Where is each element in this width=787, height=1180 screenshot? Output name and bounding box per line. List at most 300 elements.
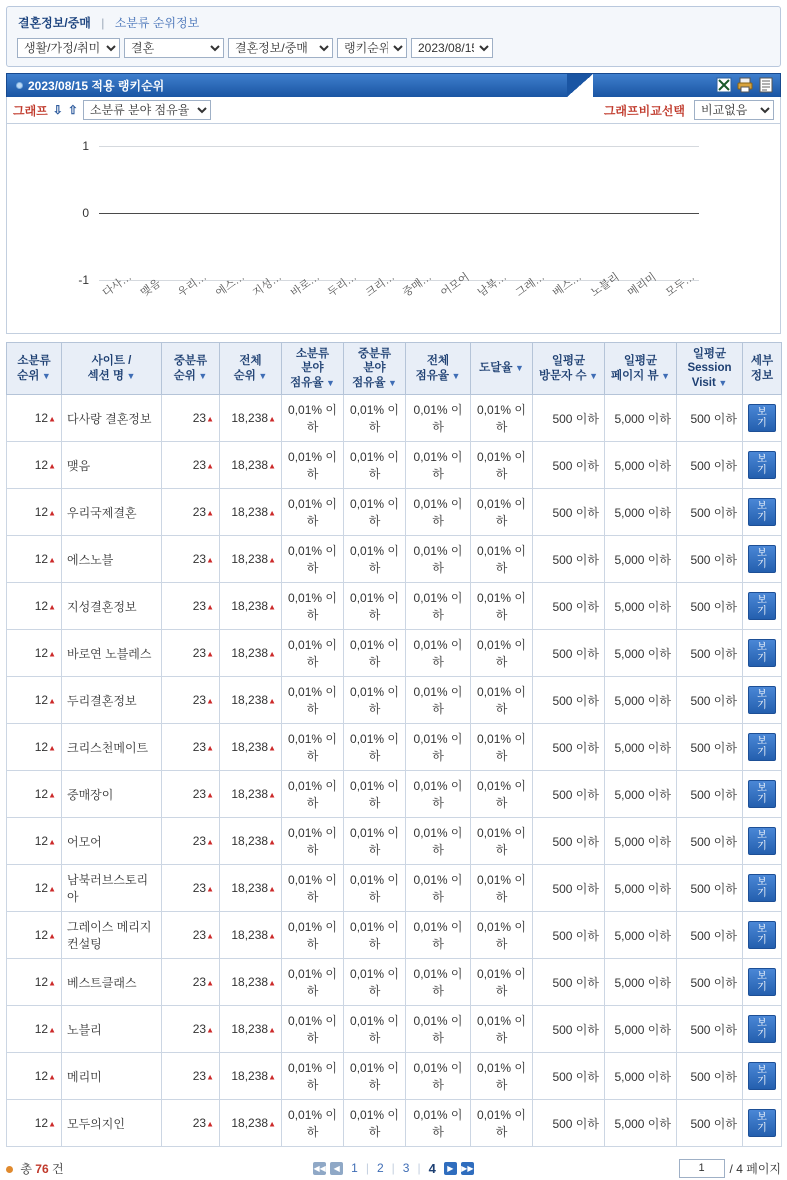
arrow-down-icon[interactable]: ⇩ xyxy=(52,103,63,117)
cell-small-rank: 12▲ xyxy=(7,536,62,583)
rank-type-select[interactable] xyxy=(337,38,407,58)
cell-mid-rank: 23▲ xyxy=(162,630,220,677)
cell-mid-rank: 23▲ xyxy=(162,1053,220,1100)
cell-reach: 0,01% 이하 xyxy=(471,1053,533,1100)
cell-mid-rank: 23▲ xyxy=(162,395,220,442)
rank-up-icon: ▲ xyxy=(268,602,276,612)
gridline-zero xyxy=(99,213,699,214)
table-header-label: Session xyxy=(687,362,732,375)
view-detail-button[interactable]: 보기 xyxy=(748,686,776,714)
cell-detail xyxy=(743,630,782,677)
bullet-orange-icon xyxy=(6,1166,13,1173)
chart-x-label: 남북… xyxy=(475,270,510,300)
rank-up-icon: ▲ xyxy=(206,837,214,847)
cell-pageviews: 5,000 이하 xyxy=(605,489,677,536)
table-header-label: 페이지 뷰 ▼ xyxy=(610,369,671,382)
view-detail-button[interactable]: 보기 xyxy=(748,780,776,808)
cell-mid-rank: 23▲ xyxy=(162,442,220,489)
arrow-up-icon[interactable]: ⇧ xyxy=(67,103,78,117)
table-header-cell[interactable] xyxy=(406,343,471,395)
rank-up-icon: ▲ xyxy=(206,1119,214,1129)
cell-reach: 0,01% 이하 xyxy=(471,1006,533,1053)
rank-up-icon: ▲ xyxy=(48,555,56,565)
view-detail-button[interactable]: 보기 xyxy=(748,827,776,855)
category-large-select[interactable] xyxy=(17,38,120,58)
rank-up-icon: ▲ xyxy=(48,1025,56,1035)
cell-mid-rank: 23▲ xyxy=(162,536,220,583)
cell-small-rank: 12▲ xyxy=(7,912,62,959)
cell-mid-share: 0,01% 이하 xyxy=(344,1100,406,1147)
cell-small-share: 0,01% 이하 xyxy=(282,912,344,959)
table-header-label: 방문자 수 ▼ xyxy=(538,369,599,382)
cell-small-share: 0,01% 이하 xyxy=(282,1100,344,1147)
table-header-cell[interactable] xyxy=(282,343,344,395)
sort-arrow-icon[interactable]: ▼ xyxy=(255,370,268,381)
table-header-cell[interactable] xyxy=(605,343,677,395)
cell-total-share: 0,01% 이하 xyxy=(406,1100,471,1147)
sort-arrow-icon[interactable]: ▼ xyxy=(39,370,51,381)
rank-up-icon: ▲ xyxy=(206,602,214,612)
rank-up-icon: ▲ xyxy=(48,414,56,424)
chart-x-label: 중매… xyxy=(400,270,435,300)
chart-x-label: 메리미 xyxy=(625,271,659,300)
cell-total-share: 0,01% 이하 xyxy=(406,1006,471,1053)
cell-visitors: 500 이하 xyxy=(533,677,605,724)
cell-small-share: 0,01% 이하 xyxy=(282,489,344,536)
cell-visitors: 500 이하 xyxy=(533,583,605,630)
graph-compare-select[interactable] xyxy=(694,100,774,120)
cell-sessions: 500 이하 xyxy=(677,724,743,771)
rank-up-icon: ▲ xyxy=(48,931,56,941)
rank-up-icon: ▲ xyxy=(48,743,56,753)
rank-up-icon: ▲ xyxy=(268,837,276,847)
cell-reach: 0,01% 이하 xyxy=(471,442,533,489)
table-header-label: 분야 xyxy=(301,362,324,375)
table-header-label: 전체 xyxy=(426,355,450,368)
page-separator: | xyxy=(365,1161,369,1176)
view-detail-button[interactable]: 보기 xyxy=(748,1015,776,1043)
table-header-label: 일평균 xyxy=(623,355,658,368)
cell-total-rank: 18,238▲ xyxy=(220,536,282,583)
cell-detail xyxy=(743,724,782,771)
panel-title-bar xyxy=(6,73,781,97)
page-1-button[interactable]: 1 xyxy=(351,1161,358,1176)
cell-pageviews: 5,000 이하 xyxy=(605,912,677,959)
cell-site-name: 메리미 xyxy=(62,1053,162,1100)
cell-site-name: 모두의지인 xyxy=(62,1100,162,1147)
cell-total-rank: 18,238▲ xyxy=(220,818,282,865)
cell-pageviews: 5,000 이하 xyxy=(605,724,677,771)
category-small-select[interactable] xyxy=(228,38,333,58)
table-header-cell[interactable] xyxy=(162,343,220,395)
page-separator: | xyxy=(417,1161,421,1176)
rank-up-icon: ▲ xyxy=(268,649,276,659)
corner-fold-decoration xyxy=(567,74,593,97)
sort-arrow-icon[interactable]: ▼ xyxy=(195,370,208,381)
rank-up-icon: ▲ xyxy=(268,1025,276,1035)
cell-detail xyxy=(743,1006,782,1053)
rank-up-icon: ▲ xyxy=(268,1119,276,1129)
last-page-button[interactable]: ▶▶ xyxy=(461,1163,474,1173)
chart-x-label: 베스… xyxy=(550,270,585,300)
cell-mid-share: 0,01% 이하 xyxy=(344,677,406,724)
view-detail-button[interactable]: 보기 xyxy=(748,1062,776,1090)
cell-total-rank: 18,238▲ xyxy=(220,724,282,771)
view-detail-button[interactable]: 보기 xyxy=(748,921,776,949)
cell-mid-share: 0,01% 이하 xyxy=(344,395,406,442)
view-detail-button[interactable]: 보기 xyxy=(748,592,776,620)
cell-reach: 0,01% 이하 xyxy=(471,771,533,818)
rank-up-icon: ▲ xyxy=(48,696,56,706)
table-header-label: 정보 xyxy=(750,369,774,382)
cell-total-share: 0,01% 이하 xyxy=(406,912,471,959)
total-count: 76 xyxy=(35,1161,49,1176)
cell-mid-rank: 23▲ xyxy=(162,724,220,771)
cell-visitors: 500 이하 xyxy=(533,1006,605,1053)
table-header-label: 소분류 xyxy=(295,348,330,360)
table-body xyxy=(7,395,782,1147)
cell-small-rank: 12▲ xyxy=(7,818,62,865)
table-header-cell xyxy=(743,343,782,395)
cell-sessions: 500 이하 xyxy=(677,1053,743,1100)
table-header-label: 점유율 ▼ xyxy=(352,376,397,389)
view-detail-button[interactable]: 보기 xyxy=(748,733,776,761)
filter-panel xyxy=(6,6,781,67)
sort-arrow-icon[interactable]: ▼ xyxy=(124,370,136,381)
table-header-label: 도달율 ▼ xyxy=(479,362,524,375)
cell-site-name: 남북러브스토리아 xyxy=(62,865,162,912)
cell-detail xyxy=(743,959,782,1006)
chart-x-label: 지성… xyxy=(250,270,285,300)
sort-arrow-icon[interactable]: ▼ xyxy=(448,370,461,381)
cell-sessions: 500 이하 xyxy=(677,489,743,536)
cell-mid-share: 0,01% 이하 xyxy=(344,724,406,771)
cell-reach: 0,01% 이하 xyxy=(471,583,533,630)
view-detail-button[interactable]: 보기 xyxy=(748,1109,776,1137)
rank-up-icon: ▲ xyxy=(48,461,56,471)
cell-total-rank: 18,238▲ xyxy=(220,630,282,677)
rank-up-icon: ▲ xyxy=(206,1025,214,1035)
cell-mid-share: 0,01% 이하 xyxy=(344,536,406,583)
sort-arrow-icon[interactable]: ▼ xyxy=(586,370,599,381)
cell-small-rank: 12▲ xyxy=(7,1053,62,1100)
rank-up-icon: ▲ xyxy=(48,978,56,988)
view-detail-button[interactable]: 보기 xyxy=(748,545,776,573)
cell-mid-share: 0,01% 이하 xyxy=(344,818,406,865)
cell-small-share: 0,01% 이하 xyxy=(282,959,344,1006)
cell-visitors: 500 이하 xyxy=(533,818,605,865)
cell-detail xyxy=(743,489,782,536)
cell-sessions: 500 이하 xyxy=(677,630,743,677)
bullet-icon xyxy=(16,82,23,89)
cell-small-share: 0,01% 이하 xyxy=(282,1006,344,1053)
breadcrumb-separator: | xyxy=(101,16,105,30)
cell-small-rank: 12▲ xyxy=(7,395,62,442)
cell-site-name: 두리결혼정보 xyxy=(62,677,162,724)
rank-up-icon: ▲ xyxy=(206,696,214,706)
view-detail-button[interactable]: 보기 xyxy=(748,498,776,526)
print-icon[interactable] xyxy=(737,77,753,93)
cell-small-rank: 12▲ xyxy=(7,583,62,630)
sort-arrow-icon[interactable]: ▼ xyxy=(715,377,728,388)
cell-detail xyxy=(743,442,782,489)
cell-sessions: 500 이하 xyxy=(677,1006,743,1053)
rank-up-icon: ▲ xyxy=(48,1119,56,1129)
cell-site-name: 맺음 xyxy=(62,442,162,489)
table-row xyxy=(7,536,782,583)
list-icon[interactable] xyxy=(758,77,774,93)
chart-x-label: 맺음 xyxy=(138,277,163,300)
cell-site-name: 바로연 노블레스 xyxy=(62,630,162,677)
date-select[interactable] xyxy=(411,38,493,58)
cell-sessions: 500 이하 xyxy=(677,442,743,489)
cell-total-rank: 18,238▲ xyxy=(220,959,282,1006)
gridline-top xyxy=(99,146,699,147)
cell-total-share: 0,01% 이하 xyxy=(406,489,471,536)
prev-page-button[interactable]: ◀ xyxy=(330,1162,343,1175)
cell-pageviews: 5,000 이하 xyxy=(605,442,677,489)
view-detail-button[interactable]: 보기 xyxy=(748,968,776,996)
cell-small-share: 0,01% 이하 xyxy=(282,442,344,489)
cell-visitors: 500 이하 xyxy=(533,442,605,489)
table-header-label: 일평균 xyxy=(692,348,727,360)
cell-total-rank: 18,238▲ xyxy=(220,912,282,959)
cell-mid-rank: 23▲ xyxy=(162,1006,220,1053)
table-header-row xyxy=(7,343,782,395)
cell-detail xyxy=(743,1053,782,1100)
cell-mid-rank: 23▲ xyxy=(162,771,220,818)
chart-x-label: 에스… xyxy=(213,270,247,300)
cell-total-rank: 18,238▲ xyxy=(220,395,282,442)
chart-x-label: 다사… xyxy=(100,270,135,300)
chart-x-label: 바로… xyxy=(288,270,322,300)
table-row xyxy=(7,912,782,959)
chart-x-label: 모두… xyxy=(663,270,697,300)
table-header-label: 순위 ▼ xyxy=(17,369,51,382)
cell-detail xyxy=(743,1100,782,1147)
rank-up-icon: ▲ xyxy=(268,1072,276,1082)
table-header-label: 점유율 ▼ xyxy=(415,369,461,382)
rank-up-icon: ▲ xyxy=(268,978,276,988)
rank-up-icon: ▲ xyxy=(48,1072,56,1082)
cell-total-share: 0,01% 이하 xyxy=(406,583,471,630)
cell-small-share: 0,01% 이하 xyxy=(282,536,344,583)
view-detail-button[interactable]: 보기 xyxy=(748,639,776,667)
cell-mid-rank: 23▲ xyxy=(162,818,220,865)
cell-sessions: 500 이하 xyxy=(677,395,743,442)
table-row xyxy=(7,630,782,677)
table-header-cell[interactable] xyxy=(533,343,605,395)
rank-up-icon: ▲ xyxy=(268,414,276,424)
cell-reach: 0,01% 이하 xyxy=(471,536,533,583)
cell-small-share: 0,01% 이하 xyxy=(282,630,344,677)
page-number-input[interactable] xyxy=(679,1159,725,1178)
graph-toolbar xyxy=(6,97,781,124)
table-header-label: Visit ▼ xyxy=(691,376,728,389)
cell-site-name: 에스노블 xyxy=(62,536,162,583)
cell-mid-share: 0,01% 이하 xyxy=(344,1053,406,1100)
filter-select-row xyxy=(15,38,772,58)
view-detail-button[interactable]: 보기 xyxy=(748,404,776,432)
rank-up-icon: ▲ xyxy=(48,508,56,518)
breadcrumb-current: 결혼정보/중매 xyxy=(18,16,91,30)
cell-small-share: 0,01% 이하 xyxy=(282,865,344,912)
cell-pageviews: 5,000 이하 xyxy=(605,630,677,677)
cell-pageviews: 5,000 이하 xyxy=(605,959,677,1006)
cell-reach: 0,01% 이하 xyxy=(471,630,533,677)
cell-small-rank: 12▲ xyxy=(7,771,62,818)
table-header-label: 중분류 xyxy=(357,348,392,360)
y-tick-1: 1 xyxy=(82,139,89,153)
excel-icon[interactable] xyxy=(716,77,732,93)
cell-total-rank: 18,238▲ xyxy=(220,583,282,630)
cell-site-name: 우리국제결혼 xyxy=(62,489,162,536)
rank-up-icon: ▲ xyxy=(48,602,56,612)
table-header-label: 순위 ▼ xyxy=(173,369,208,382)
view-detail-button[interactable]: 보기 xyxy=(748,874,776,902)
cell-pageviews: 5,000 이하 xyxy=(605,771,677,818)
category-mid-select[interactable] xyxy=(124,38,224,58)
cell-total-share: 0,01% 이하 xyxy=(406,395,471,442)
cell-total-share: 0,01% 이하 xyxy=(406,677,471,724)
cell-pageviews: 5,000 이하 xyxy=(605,583,677,630)
cell-detail xyxy=(743,536,782,583)
cell-total-share: 0,01% 이하 xyxy=(406,442,471,489)
rank-up-icon: ▲ xyxy=(48,790,56,800)
page-3-button[interactable]: 3 xyxy=(402,1161,410,1176)
cell-visitors: 500 이하 xyxy=(533,395,605,442)
cell-sessions: 500 이하 xyxy=(677,818,743,865)
chart-x-label: 우리… xyxy=(175,270,210,300)
cell-visitors: 500 이하 xyxy=(533,1100,605,1147)
cell-sessions: 500 이하 xyxy=(677,865,743,912)
cell-small-share: 0,01% 이하 xyxy=(282,771,344,818)
cell-visitors: 500 이하 xyxy=(533,1053,605,1100)
table-header-cell[interactable] xyxy=(471,343,533,395)
table-header-cell[interactable] xyxy=(677,343,743,395)
chart-x-label: 어모어 xyxy=(438,271,472,300)
table-header-label: 중분류 xyxy=(173,355,208,368)
cell-reach: 0,01% 이하 xyxy=(471,489,533,536)
page-4-button[interactable]: 4 xyxy=(428,1160,436,1176)
chart-plot-area xyxy=(99,146,699,281)
table-header-cell[interactable] xyxy=(62,343,162,395)
cell-mid-share: 0,01% 이하 xyxy=(344,771,406,818)
first-page-button[interactable]: ◀◀ xyxy=(313,1163,326,1173)
table-header-label: 세부 xyxy=(750,355,774,368)
cell-sessions: 500 이하 xyxy=(677,771,743,818)
cell-mid-rank: 23▲ xyxy=(162,583,220,630)
cell-mid-share: 0,01% 이하 xyxy=(344,442,406,489)
cell-visitors: 500 이하 xyxy=(533,724,605,771)
cell-total-rank: 18,238▲ xyxy=(220,1100,282,1147)
table-row xyxy=(7,1053,782,1100)
sort-arrow-icon[interactable]: ▼ xyxy=(658,370,671,381)
rank-up-icon: ▲ xyxy=(268,461,276,471)
table-row xyxy=(7,865,782,912)
chart-x-label: 크리… xyxy=(363,270,397,300)
rank-up-icon: ▲ xyxy=(206,414,214,424)
cell-site-name: 중매장이 xyxy=(62,771,162,818)
rank-up-icon: ▲ xyxy=(206,1072,214,1082)
table-row xyxy=(7,771,782,818)
cell-small-share: 0,01% 이하 xyxy=(282,395,344,442)
rank-up-icon: ▲ xyxy=(268,884,276,894)
cell-mid-rank: 23▲ xyxy=(162,677,220,724)
rank-up-icon: ▲ xyxy=(206,931,214,941)
cell-small-share: 0,01% 이하 xyxy=(282,1053,344,1100)
rank-up-icon: ▲ xyxy=(206,790,214,800)
chart-x-label: 두리… xyxy=(325,270,360,300)
cell-site-name: 베스트클래스 xyxy=(62,959,162,1006)
cell-total-rank: 18,238▲ xyxy=(220,677,282,724)
cell-small-share: 0,01% 이하 xyxy=(282,818,344,865)
table-header-label: 점유율 ▼ xyxy=(290,376,335,389)
cell-small-share: 0,01% 이하 xyxy=(282,724,344,771)
cell-small-share: 0,01% 이하 xyxy=(282,583,344,630)
sort-arrow-icon[interactable]: ▼ xyxy=(512,363,524,374)
cell-small-rank: 12▲ xyxy=(7,959,62,1006)
table-header-cell[interactable] xyxy=(7,343,62,395)
table-header-cell[interactable] xyxy=(220,343,282,395)
cell-total-rank: 18,238▲ xyxy=(220,865,282,912)
table-header-label: 소분류 xyxy=(17,355,51,368)
view-detail-button[interactable]: 보기 xyxy=(748,451,776,479)
cell-detail xyxy=(743,912,782,959)
rank-table xyxy=(6,342,782,1147)
pagination xyxy=(264,1161,524,1176)
table-row xyxy=(7,395,782,442)
page-2-button[interactable]: 2 xyxy=(376,1161,384,1176)
cell-sessions: 500 이하 xyxy=(677,959,743,1006)
rank-up-icon: ▲ xyxy=(268,508,276,518)
rank-up-icon: ▲ xyxy=(206,461,214,471)
cell-sessions: 500 이하 xyxy=(677,1100,743,1147)
total-count-label xyxy=(6,1160,64,1177)
table-header-label: 섹션 명 ▼ xyxy=(87,369,136,382)
cell-total-rank: 18,238▲ xyxy=(220,442,282,489)
cell-reach: 0,01% 이하 xyxy=(471,818,533,865)
cell-pageviews: 5,000 이하 xyxy=(605,1100,677,1147)
page-separator: | xyxy=(391,1161,395,1176)
cell-pageviews: 5,000 이하 xyxy=(605,395,677,442)
cell-sessions: 500 이하 xyxy=(677,912,743,959)
cell-visitors: 500 이하 xyxy=(533,912,605,959)
sort-arrow-icon[interactable]: ▼ xyxy=(323,377,335,388)
cell-total-rank: 18,238▲ xyxy=(220,771,282,818)
cell-mid-rank: 23▲ xyxy=(162,1100,220,1147)
table-header-cell[interactable] xyxy=(344,343,406,395)
next-page-button[interactable]: ▶ xyxy=(444,1162,457,1175)
chart-x-label: 노블리 xyxy=(588,271,622,300)
table-row xyxy=(7,442,782,489)
cell-total-rank: 18,238▲ xyxy=(220,1053,282,1100)
sort-arrow-icon[interactable]: ▼ xyxy=(385,377,397,388)
cell-site-name: 다사랑 결혼정보 xyxy=(62,395,162,442)
total-suffix: 건 xyxy=(51,1161,64,1176)
chart-x-label: 그레… xyxy=(513,270,547,300)
cell-small-rank: 12▲ xyxy=(7,724,62,771)
cell-total-share: 0,01% 이하 xyxy=(406,771,471,818)
rank-up-icon: ▲ xyxy=(206,508,214,518)
graph-metric-select[interactable] xyxy=(83,100,211,120)
cell-small-rank: 12▲ xyxy=(7,442,62,489)
rank-up-icon: ▲ xyxy=(206,743,214,753)
table-header-label: 순위 ▼ xyxy=(233,369,268,382)
cell-mid-rank: 23▲ xyxy=(162,912,220,959)
rank-up-icon: ▲ xyxy=(268,931,276,941)
rank-up-icon: ▲ xyxy=(48,649,56,659)
